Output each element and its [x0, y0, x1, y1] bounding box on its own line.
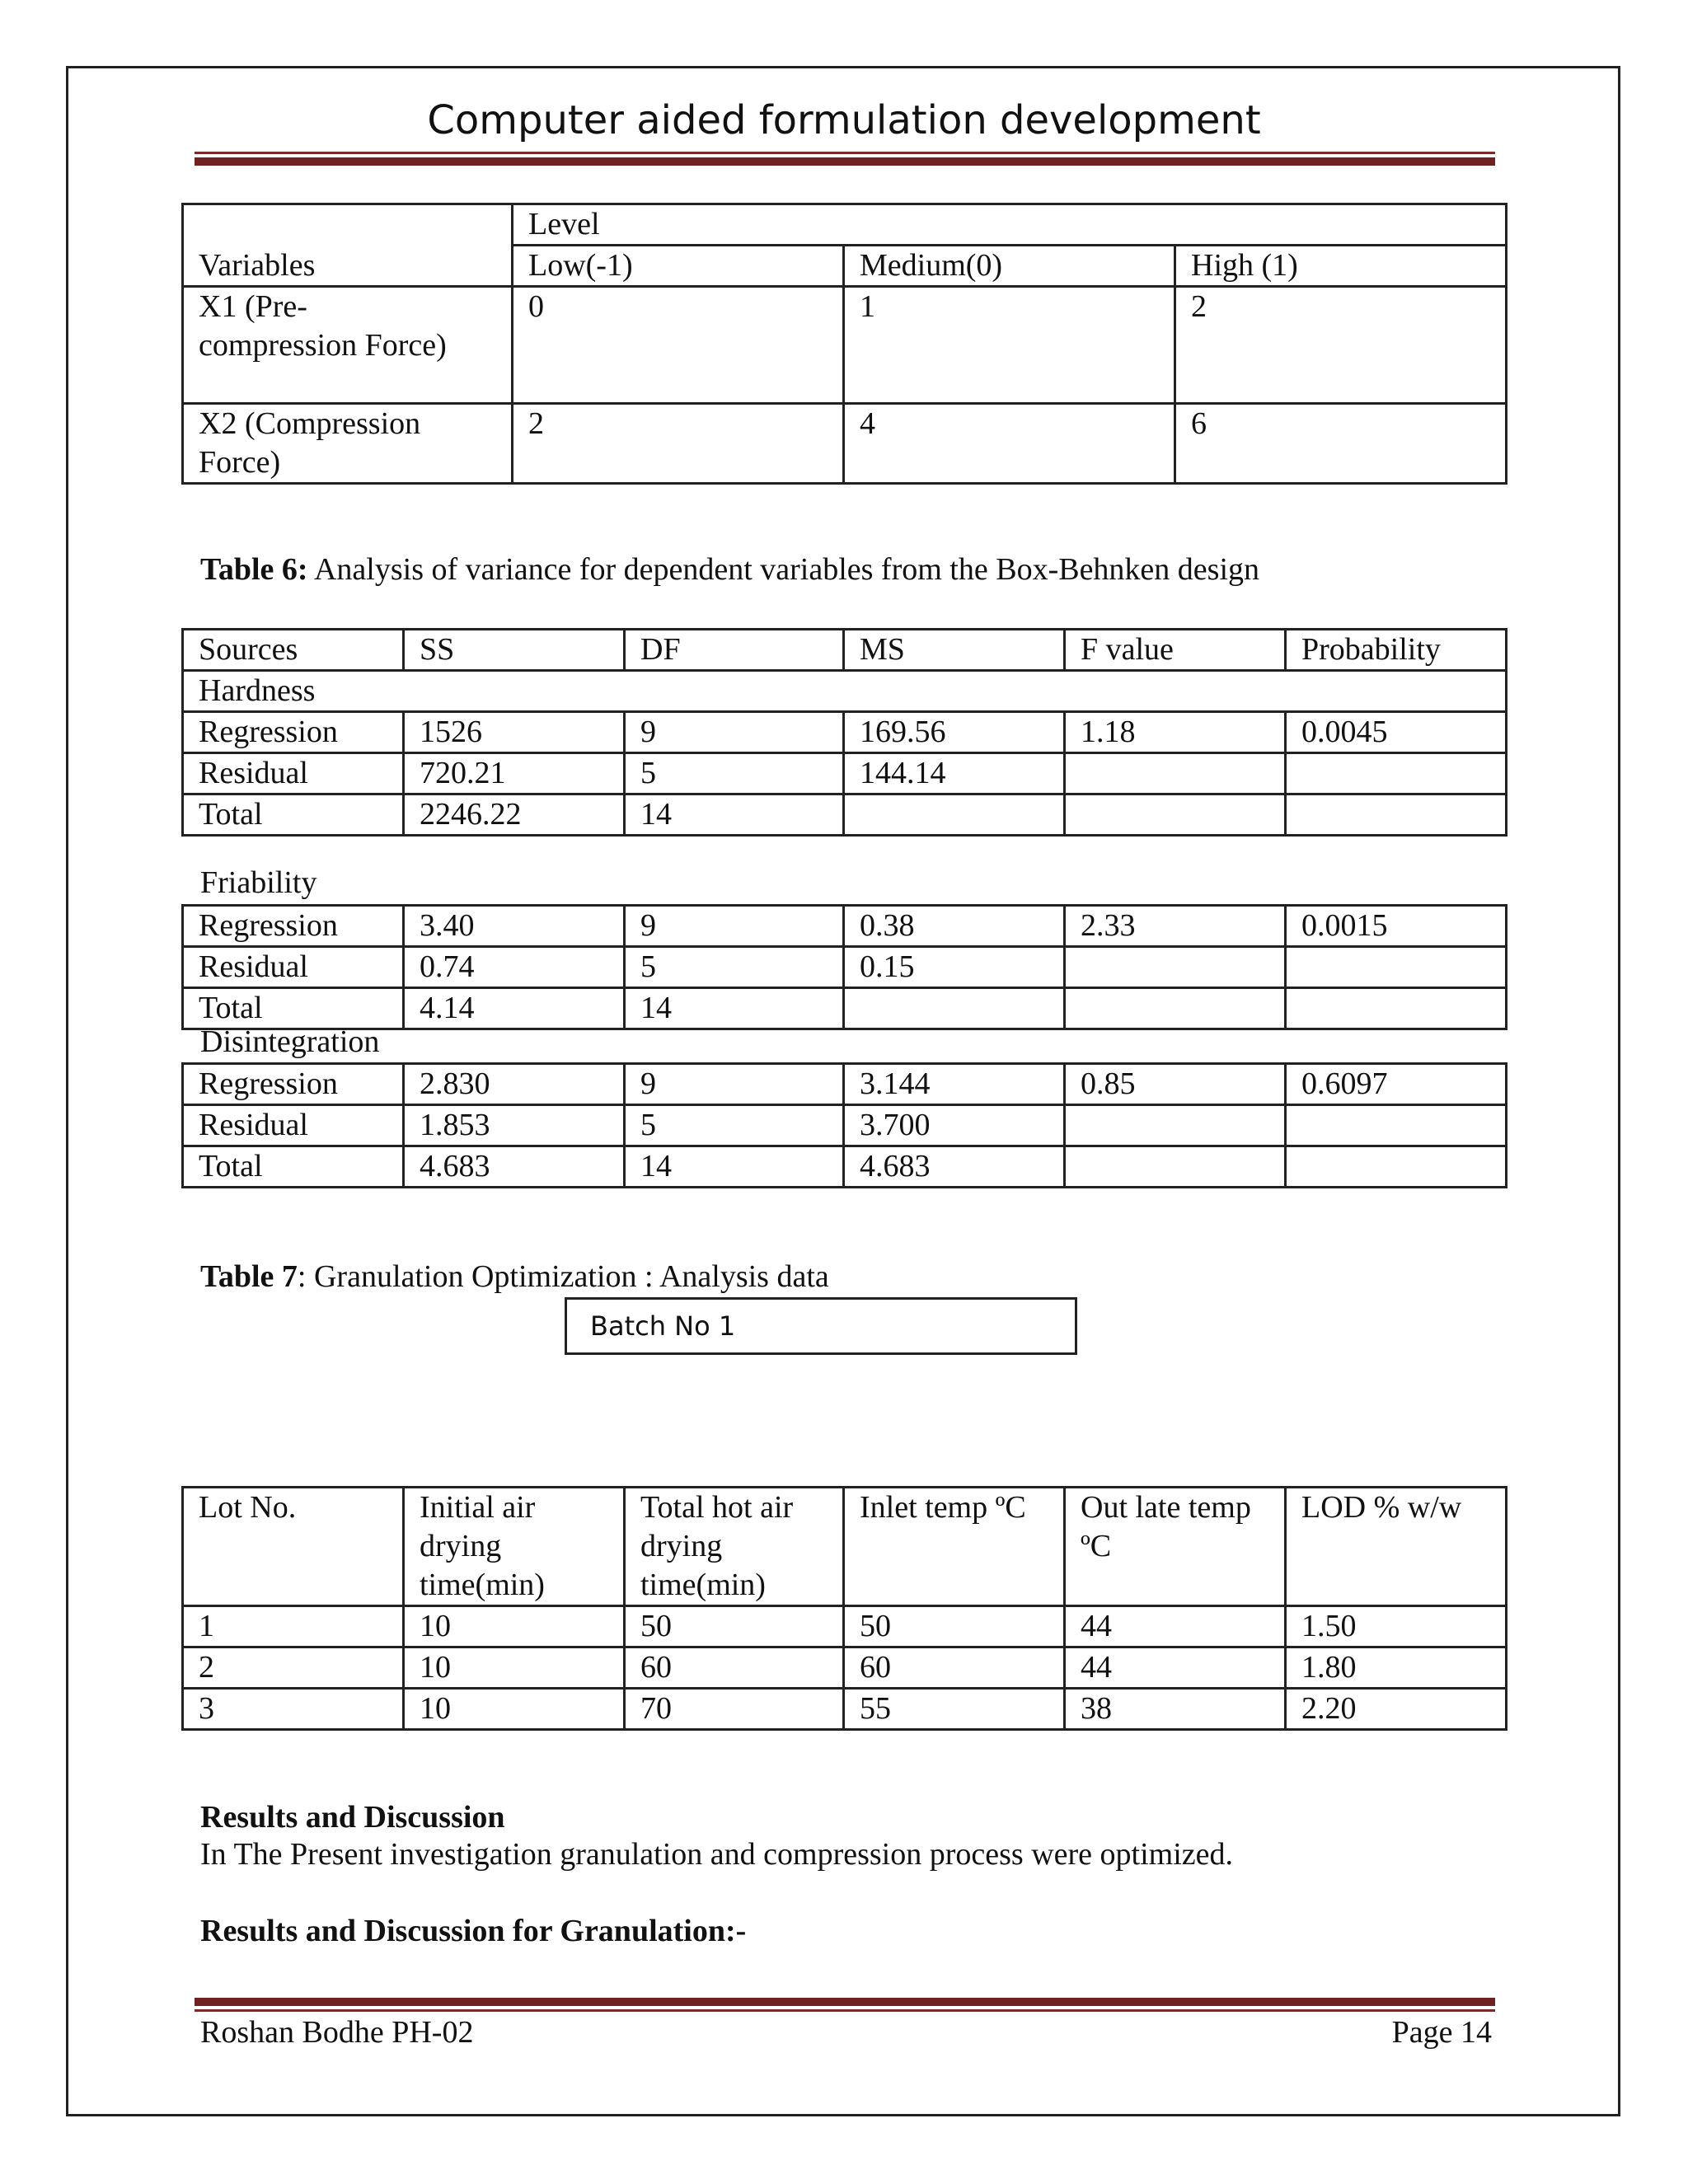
cell: 0.74 — [404, 947, 625, 988]
table-header-row — [183, 630, 1507, 671]
column-header: Out late temp ºC — [1065, 1488, 1286, 1606]
column-header: Lot No. — [183, 1488, 404, 1606]
cell: 720.21 — [404, 753, 625, 794]
cell — [844, 794, 1065, 836]
cell: 3 — [183, 1689, 404, 1730]
cell: 9 — [625, 906, 844, 947]
anova-disintegration-table — [181, 1062, 1507, 1188]
cell — [1065, 794, 1286, 836]
cell: 9 — [625, 1064, 844, 1105]
cell — [1286, 947, 1507, 988]
footer-author: Roshan Bodhe PH-02 — [200, 2015, 474, 2050]
cell: 50 — [625, 1606, 844, 1647]
column-header: Probability — [1286, 630, 1507, 671]
column-header: Initial air drying time(min) — [404, 1488, 625, 1606]
cell: 5 — [625, 1105, 844, 1146]
cell: 2.20 — [1286, 1689, 1507, 1730]
level-medium: Medium(0) — [844, 246, 1175, 287]
cell: 55 — [844, 1689, 1065, 1730]
cell: 14 — [625, 794, 844, 836]
cell: Total — [183, 1146, 404, 1188]
cell: 70 — [625, 1689, 844, 1730]
cell: 10 — [404, 1689, 625, 1730]
table-row — [183, 906, 1507, 947]
cell: Residual — [183, 947, 404, 988]
column-header: Inlet temp ºC — [844, 1488, 1065, 1606]
cell: 1.853 — [404, 1105, 625, 1146]
table-row — [183, 794, 1507, 836]
cell: 4.683 — [844, 1146, 1065, 1188]
cell — [1286, 794, 1507, 836]
cell: 14 — [625, 1146, 844, 1188]
cell: 1.50 — [1286, 1606, 1507, 1647]
variable-name: X1 (Pre-compression Force) — [183, 287, 513, 404]
cell: 10 — [404, 1606, 625, 1647]
table7-caption-label: Table 7 — [200, 1259, 298, 1294]
table-row — [183, 1689, 1507, 1730]
table-row — [183, 1064, 1507, 1105]
cell — [1065, 1146, 1286, 1188]
variables-header: Variables — [183, 204, 513, 287]
cell: 3.40 — [404, 906, 625, 947]
variable-value: 2 — [513, 404, 844, 484]
table6-caption-text: Analysis of variance for dependent variables from the Box-Behnken design — [307, 552, 1260, 587]
cell: 5 — [625, 947, 844, 988]
cell: 44 — [1065, 1647, 1286, 1689]
granulation-subheading: Results and Discussion for Granulation:- — [200, 1914, 747, 1948]
variable-value: 2 — [1175, 287, 1507, 404]
cell: 0.0045 — [1286, 712, 1507, 753]
table6-caption — [200, 551, 1259, 589]
column-header: F value — [1065, 630, 1286, 671]
table-row — [183, 404, 1507, 484]
cell: 0.15 — [844, 947, 1065, 988]
cell: 2246.22 — [404, 794, 625, 836]
cell: Regression — [183, 1064, 404, 1105]
cell: 60 — [625, 1647, 844, 1689]
cell: 4.14 — [404, 988, 625, 1029]
cell: 0.0015 — [1286, 906, 1507, 947]
variable-value: 0 — [513, 287, 844, 404]
cell — [1286, 753, 1507, 794]
cell: Regression — [183, 906, 404, 947]
page-number: Page 14 — [1391, 2015, 1492, 2050]
table-row — [183, 947, 1507, 988]
column-header: LOD % w/w — [1286, 1488, 1507, 1606]
friability-label: Friability — [200, 865, 317, 900]
table7-caption-text: : Granulation Optimization : Analysis data — [297, 1259, 829, 1294]
variable-name: X2 (Compression Force) — [183, 404, 513, 484]
hardness-label: Hardness — [183, 671, 1507, 712]
anova-friability-table — [181, 904, 1507, 1030]
variable-value: 4 — [844, 404, 1175, 484]
header-rule — [195, 152, 1495, 166]
table-row — [183, 1146, 1507, 1188]
table-row — [183, 988, 1507, 1029]
cell: 0.85 — [1065, 1064, 1286, 1105]
anova-hardness-table — [181, 628, 1507, 837]
cell — [1286, 1105, 1507, 1146]
level-header: Level — [513, 204, 1507, 246]
cell: 169.56 — [844, 712, 1065, 753]
page-header-title: Computer aided formulation development — [427, 97, 1261, 143]
column-header: Total hot air drying time(min) — [625, 1488, 844, 1606]
table7-caption — [200, 1258, 829, 1296]
cell: 4.683 — [404, 1146, 625, 1188]
column-header: Sources — [183, 630, 404, 671]
table-row — [183, 753, 1507, 794]
cell: 60 — [844, 1647, 1065, 1689]
cell: 1.18 — [1065, 712, 1286, 753]
table-row — [183, 287, 1507, 404]
cell: 2.830 — [404, 1064, 625, 1105]
cell — [1065, 1105, 1286, 1146]
cell: Residual — [183, 753, 404, 794]
table6-caption-label: Table 6: — [200, 552, 308, 587]
cell: 2 — [183, 1647, 404, 1689]
column-header: DF — [625, 630, 844, 671]
cell: 5 — [625, 753, 844, 794]
cell: 0.38 — [844, 906, 1065, 947]
group-row — [183, 671, 1507, 712]
column-header: SS — [404, 630, 625, 671]
cell: 10 — [404, 1647, 625, 1689]
variables-levels-table — [181, 203, 1507, 485]
cell: Residual — [183, 1105, 404, 1146]
level-high: High (1) — [1175, 246, 1507, 287]
cell — [844, 988, 1065, 1029]
cell: 9 — [625, 712, 844, 753]
cell — [1065, 753, 1286, 794]
cell: 1.80 — [1286, 1647, 1507, 1689]
cell: 1526 — [404, 712, 625, 753]
cell — [1286, 1146, 1507, 1188]
table-row — [183, 1606, 1507, 1647]
footer-rule — [195, 1998, 1495, 2012]
table-row — [183, 1105, 1507, 1146]
disintegration-label: Disintegration — [200, 1024, 380, 1059]
cell: Total — [183, 794, 404, 836]
variable-value: 6 — [1175, 404, 1507, 484]
cell: 14 — [625, 988, 844, 1029]
cell: 3.144 — [844, 1064, 1065, 1105]
table-header-row — [183, 1488, 1507, 1606]
table-row — [183, 1647, 1507, 1689]
cell — [1065, 947, 1286, 988]
batch-label-box: Batch No 1 — [565, 1297, 1077, 1355]
cell: 44 — [1065, 1606, 1286, 1647]
level-low: Low(-1) — [513, 246, 844, 287]
cell: 3.700 — [844, 1105, 1065, 1146]
cell: Regression — [183, 712, 404, 753]
cell: 1 — [183, 1606, 404, 1647]
cell: 50 — [844, 1606, 1065, 1647]
cell — [1286, 988, 1507, 1029]
cell: 144.14 — [844, 753, 1065, 794]
cell: 38 — [1065, 1689, 1286, 1730]
cell: 2.33 — [1065, 906, 1286, 947]
variable-value: 1 — [844, 287, 1175, 404]
table-row — [183, 712, 1507, 753]
cell: Total — [183, 988, 404, 1029]
results-text: In The Present investigation granulation and compression process were optimized. — [200, 1837, 1233, 1872]
cell: 0.6097 — [1286, 1064, 1507, 1105]
granulation-data-table — [181, 1486, 1507, 1731]
cell — [1065, 988, 1286, 1029]
column-header: MS — [844, 630, 1065, 671]
results-heading: Results and Discussion — [200, 1800, 505, 1835]
